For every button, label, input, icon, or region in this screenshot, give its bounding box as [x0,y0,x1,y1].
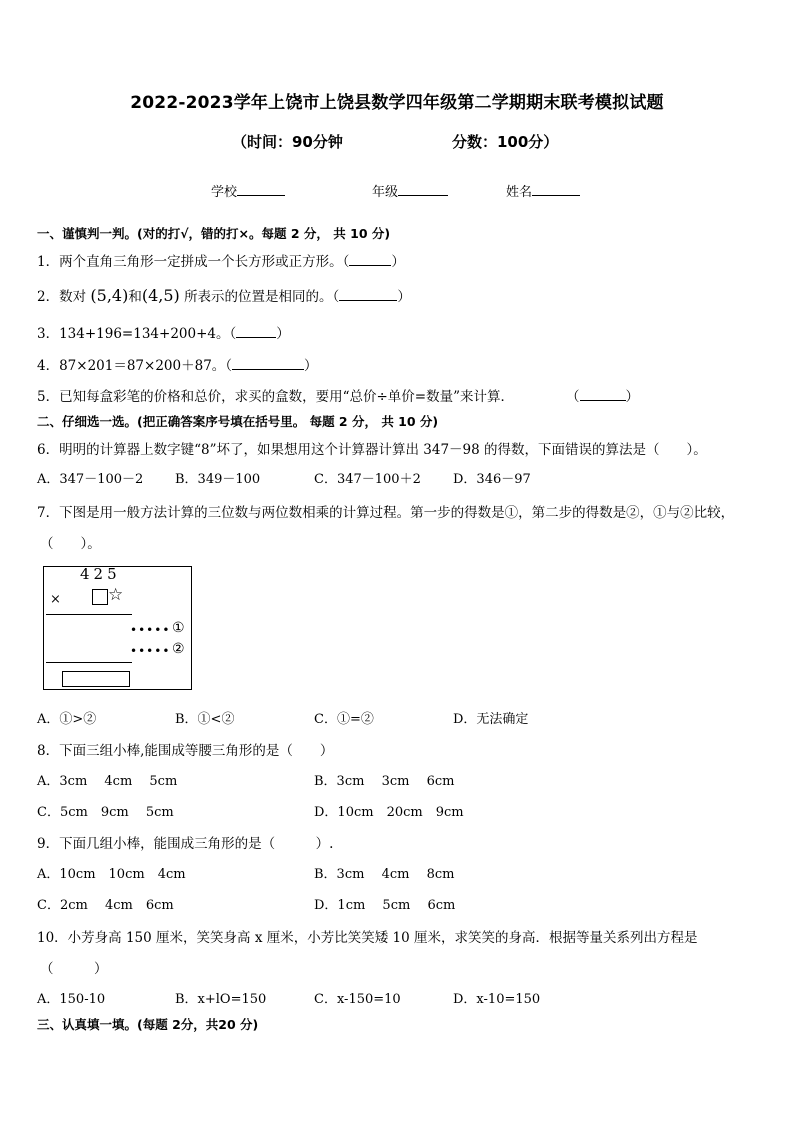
multiplicand: 425 [80,565,121,583]
judge-question-5-answer: （ ） [566,389,639,405]
choice-question-7-line1: 7．下图是用一般方法计算的三位数与两位数相乘的计算过程。第一步的得数是①，第二步的得数是②，①与②比较， [37,505,735,521]
option-6a[interactable]: A．347－100－2 [37,472,144,487]
option-9a[interactable]: A．10cm 10cm 4cm [37,867,186,882]
school-label: 学校 [211,185,238,200]
option-6d[interactable]: D．346－97 [453,472,531,487]
multiplication-diagram [43,566,192,690]
option-9d[interactable]: D．1cm 5cm 6cm [314,898,456,913]
answer-blank[interactable] [339,288,397,301]
option-8a[interactable]: A．3cm 4cm 5cm [37,774,178,789]
answer-blank[interactable] [232,357,304,370]
exam-score: 分数：100分） [452,133,559,151]
coordinate-pair-a: (5,4) [90,286,129,305]
grade-label: 年级 [372,185,399,200]
step-2-mark: ② [172,641,185,657]
judge-question-5: 5．已知每盒彩笔的价格和总价，求买的盒数，要用“总价÷单价=数量”来计算． [37,389,515,405]
option-10b[interactable]: B．x+lO=150 [175,992,267,1007]
page-title: 2022-2023学年上饶市上饶县数学四年级第二学期期末联考模拟试题 [130,93,664,113]
option-8d[interactable]: D．10cm 20cm 9cm [314,805,464,820]
school-blank[interactable] [237,183,285,196]
option-8c[interactable]: C．5cm 9cm 5cm [37,805,174,820]
times-sign: × [50,592,65,607]
answer-blank[interactable] [349,253,391,266]
name-blank[interactable] [532,183,580,196]
option-10d[interactable]: D．x-10=150 [453,992,541,1007]
judge-question-3: 3．134+196=134+200+4。（ ） [37,326,290,342]
option-10a[interactable]: A．150-10 [37,992,106,1007]
section-1-heading: 一、谨慎判一判。(对的打√，错的打×。每题 2 分， 共 10 分) [37,226,391,241]
name-label: 姓名 [506,185,533,200]
section-3-heading: 三、认真填一填。(每题 2分，共20 分) [37,1017,259,1032]
choice-question-8: 8．下面三组小棒,能围成等腰三角形的是（ ） [37,743,334,759]
coordinate-pair-b: (4,5) [141,286,180,305]
section-2-heading: 二、仔细选一选。(把正确答案序号填在括号里。 每题 2 分， 共 10 分) [37,414,439,429]
option-6b[interactable]: B．349－100 [175,472,261,487]
dots: ••••• [130,623,171,637]
choice-question-7-line2: （ ）。 [40,536,101,552]
result-box [62,671,130,687]
judge-question-4: 4．87×201＝87×200＋87。（ ） [37,358,318,374]
judge-question-1: 1．两个直角三角形一定拼成一个长方形或正方形。（ ） [37,254,405,270]
blank-square [92,589,108,605]
option-9c[interactable]: C．2cm 4cm 6cm [37,898,174,913]
divider-line [46,614,132,615]
option-6c[interactable]: C．347－100＋2 [314,472,421,487]
grade-blank[interactable] [398,183,448,196]
name-field[interactable] [506,181,580,200]
option-7a[interactable]: A．①>② [37,712,97,727]
step-1-mark: ① [172,620,185,636]
option-7c[interactable]: C．①=② [314,712,374,727]
dots: ••••• [130,644,171,658]
star-icon: ☆ [108,585,128,605]
option-7b[interactable]: B．①<② [175,712,235,727]
option-10c[interactable]: C．x-150=10 [314,992,401,1007]
option-7d[interactable]: D．无法确定 [453,712,529,727]
judge-question-2: 2．数对 (5,4)和(4,5) 所表示的位置是相同的。（ ） [37,286,411,305]
school-field[interactable] [211,181,285,200]
option-9b[interactable]: B．3cm 4cm 8cm [314,867,455,882]
grade-field[interactable] [372,181,448,200]
choice-question-9: 9．下面几组小棒，能围成三角形的是（ ）. [37,836,334,852]
choice-question-10-line1: 10．小芳身高 150 厘米，笑笑身高 x 厘米，小芳比笑笑矮 10 厘米，求笑笑的身高．根据等量关系列出方程是 [37,930,698,946]
answer-blank[interactable] [580,388,626,401]
exam-time: （时间：90分钟 [232,133,343,151]
option-8b[interactable]: B．3cm 3cm 6cm [314,774,455,789]
answer-blank[interactable] [236,325,276,338]
choice-question-6: 6．明明的计算器上数字键“8”坏了，如果想用这个计算器计算出 347－98 的得数，下面错误的算法是（ ）。 [37,442,707,458]
divider-line [46,662,132,663]
choice-question-10-line2: （ ） [40,961,108,977]
